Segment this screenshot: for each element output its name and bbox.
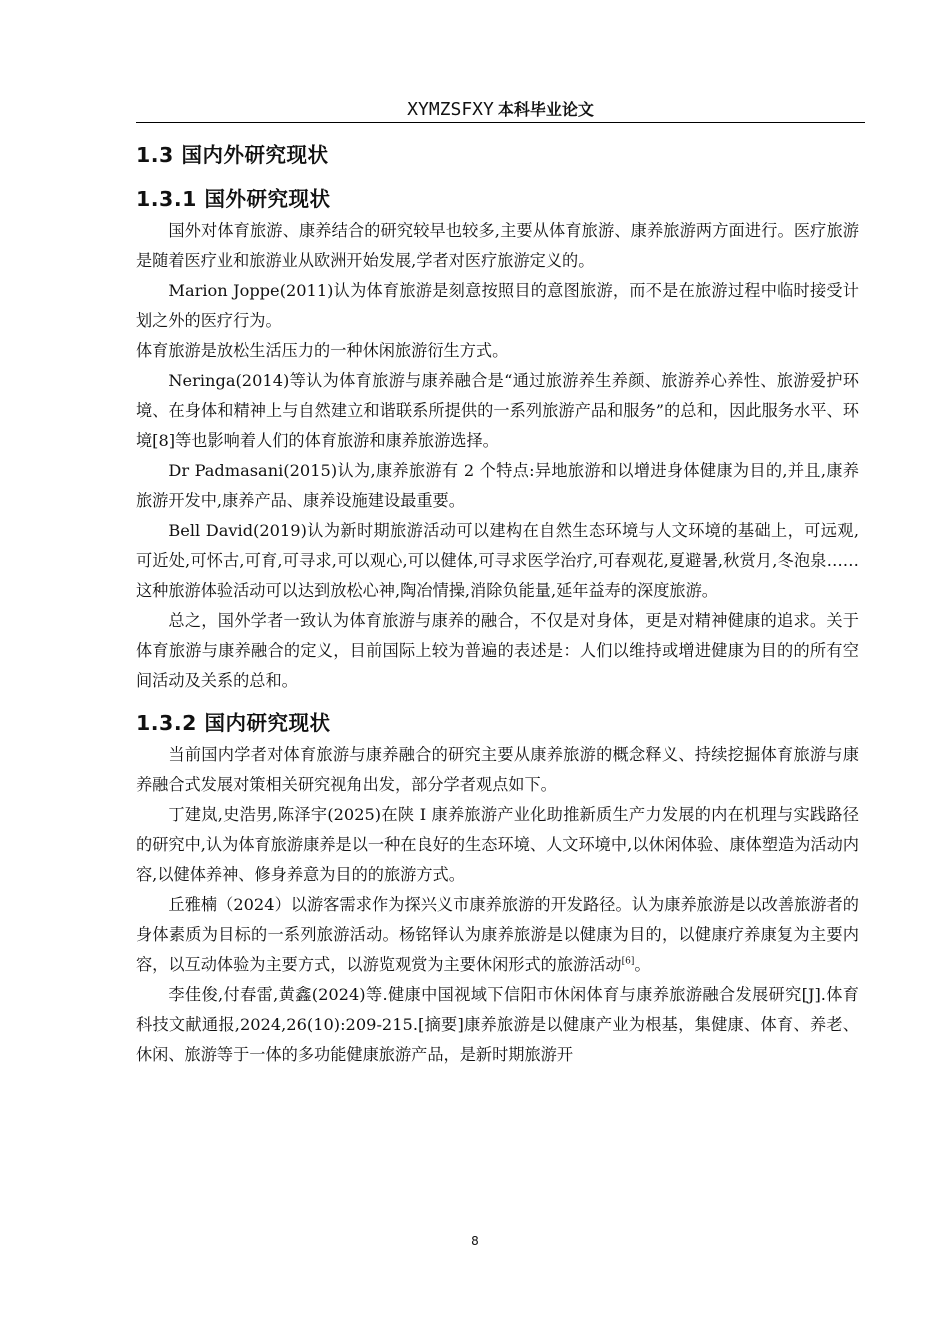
section-heading-1-3-2: 1.3.2 国内研究现状 — [136, 711, 331, 735]
paragraph: 国外对体育旅游、康养结合的研究较早也较多,主要从体育旅游、康养旅游两方面进行。医疗旅游是随着医疗业和旅游业从欧洲开始发展,学者对医疗旅游定义的。 — [136, 221, 859, 270]
page-number: 8 — [471, 1234, 479, 1248]
paragraph-text: 丘雅楠（2024）以游客需求作为探兴义市康养旅游的开发路径。认为康养旅游是以改善旅游者的身体素质为目标的一系列旅游活动。杨铭铎认为康养旅游是以健康为目的，以健康疗养康复为主要内容，以互动体验为主要方式，以游览观赏为主要休闲形式的旅游活动 — [136, 895, 859, 974]
paragraph-end: 。 — [634, 955, 651, 974]
paragraph: Marion Joppe(2011)认为体育旅游是刻意按照目的意图旅游，而不是在旅游过程中临时接受计划之外的医疗行为。 — [136, 281, 859, 330]
paragraph: Dr Padmasani(2015)认为,康养旅游有 2 个特点:异地旅游和以增进身体健康为目的,并且,康养旅游开发中,康养产品、康养设施建设最重要。 — [136, 461, 859, 510]
page-body — [136, 134, 859, 1070]
section-heading-1-3: 1.3 国内外研究现状 — [136, 143, 329, 167]
paragraph — [136, 890, 859, 980]
paragraph: 丁建岚,史浩男,陈泽宇(2025)在陕 I 康养旅游产业化助推新质生产力发展的内在机理与实践路径的研究中,认为体育旅游康养是以一种在良好的生态环境、人文环境中,以休闲体验、康体塑造为活动内容,以健体养神、修身养意为目的的旅游方式。 — [136, 805, 859, 884]
header-code: XYMZSFXY — [407, 99, 494, 120]
paragraph: Bell David(2019)认为新时期旅游活动可以建构在自然生态环境与人文环境的基础上，可远观,可近处,可怀古,可育,可寻求,可以观心,可以健体,可寻求医学治疗,可春观花,夏避暑,秋赏月,冬泡泉……这种旅游体验活动可以达到放松心神,陶冶情操,消除负能量,延年益寿的深度旅游。 — [136, 521, 859, 600]
header-label: 本科毕业论文 — [497, 100, 594, 119]
section-heading-1-3-1: 1.3.1 国外研究现状 — [136, 187, 331, 211]
paragraph: 当前国内学者对体育旅游与康养融合的研究主要从康养旅游的概念释义、持续挖掘体育旅游与康养融合式发展对策相关研究视角出发，部分学者观点如下。 — [136, 745, 859, 794]
page-header — [136, 96, 865, 123]
paragraph: 总之，国外学者一致认为体育旅游与康养的融合，不仅是对身体，更是对精神健康的追求。关于体育旅游与康养融合的定义，目前国际上较为普遍的表述是：人们以维持或增进健康为目的的所有空间活动及关系的总和。 — [136, 611, 859, 690]
paragraph: 李佳俊,付春雷,黄鑫(2024)等.健康中国视域下信阳市休闲体育与康养旅游融合发展研究[J].体育科技文献通报,2024,26(10):209-215.[摘要]康养旅游是以健康产业为根基，集健康、体育、养老、休闲、旅游等于一体的多功能健康旅游产品，是新时期旅游开 — [136, 985, 859, 1064]
citation-ref: [6] — [621, 956, 635, 967]
paragraph: Neringa(2014)等认为体育旅游与康养融合是“通过旅游养生养颜、旅游养心养性、旅游爱护环境、在身体和精神上与自然建立和谐联系所提供的一系列旅游产品和服务”的总和，因此服务水平、环境[8]等也影响着人们的体育旅游和康养旅游选择。 — [136, 371, 859, 450]
paragraph: 体育旅游是放松生活压力的一种休闲旅游衍生方式。 — [136, 341, 509, 360]
